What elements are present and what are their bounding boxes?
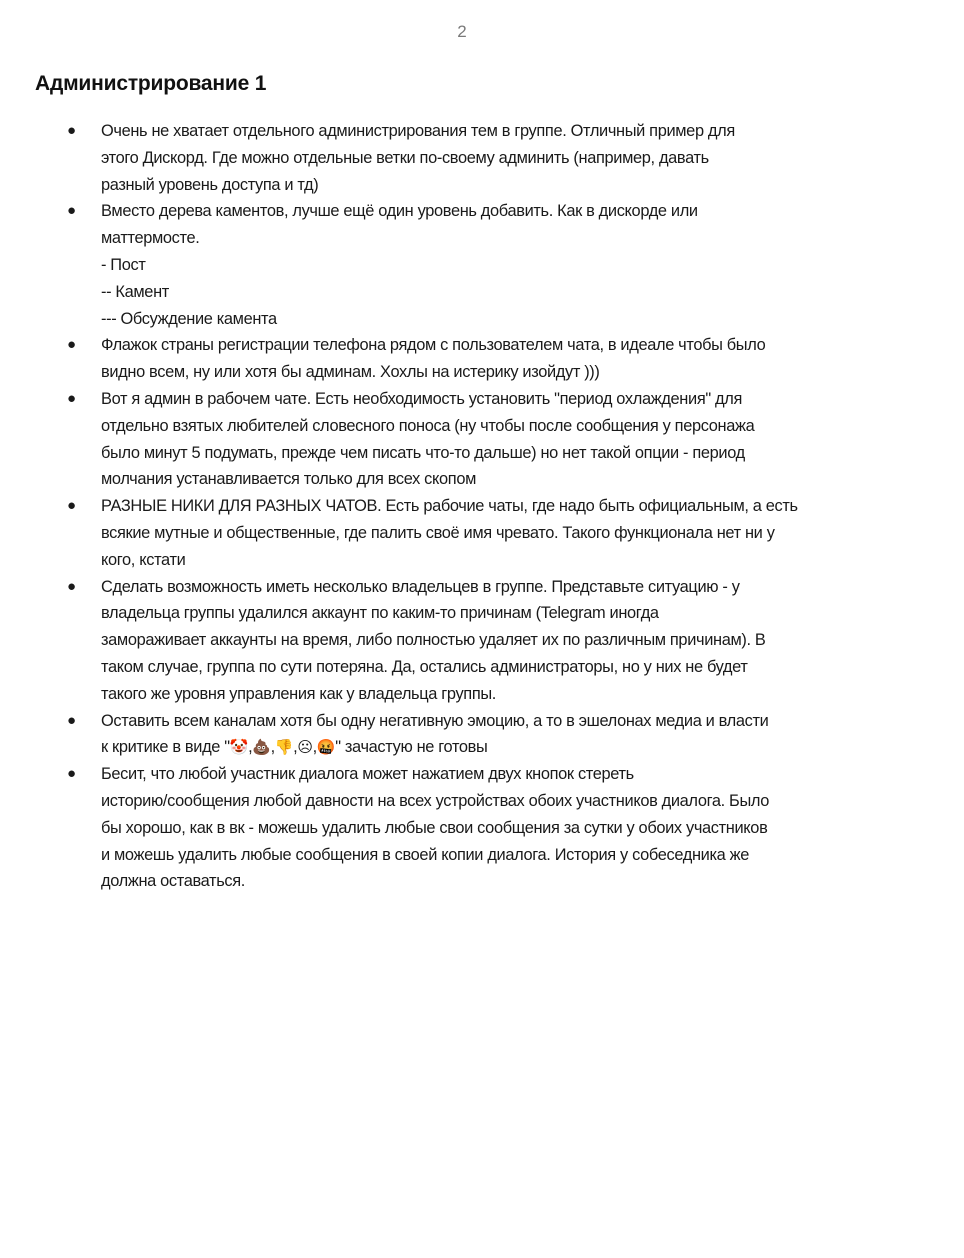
text-line: Бесит, что любой участник диалога может нажатием двух кнопок стереть [101,765,634,784]
text-line: было минут 5 подумать, прежде чем писать что-то дальше) но нет такой опции - период [101,443,745,462]
text-line: владельца группы удалился аккаунт по каким-то причинам (Telegram иногда [101,604,659,623]
bullet-icon: ● [67,577,76,595]
list-item [0,386,964,493]
list-item [0,118,964,198]
text-line: такого же уровня управления как у владельца группы. [101,684,496,703]
bullet-icon: ● [67,202,76,220]
clown-face-icon: 🤡 [229,738,249,757]
text-line: --- Обсуждение камента [101,309,277,328]
bullet-icon: ● [67,336,76,354]
bullet-icon: ● [67,389,76,407]
emoji-text-line: к критике в виде "🤡,💩,👎,☹,🤬" зачастую не готовы [101,738,488,757]
text-line: отдельно взятых любителей словесного поноса (ну чтобы после сообщения у персонажа [101,416,755,435]
text-line: молчания устанавливается только для всех скопом [101,470,477,489]
poop-icon: 💩 [252,738,271,757]
text-line: всякие мутные и общественные, где палить своё имя чревато. Такого функционала нет ни у [101,523,775,542]
list-item [0,574,964,708]
bullet-icon: ● [67,765,76,783]
section-heading: Администрирование 1 [35,72,267,95]
text-line: Сделать возможность иметь несколько владельцев в группе. Представьте ситуацию - у [101,577,740,596]
bullet-icon: ● [67,711,76,729]
text-line: таком случае, группа по сути потеряна. Да, остались администраторы, но у них не будет [101,657,748,676]
text-line: разный уровень доступа и тд) [101,175,319,194]
text-line: Очень не хватает отдельного администрирования тем в группе. Отличный пример для [101,122,735,140]
text-line: РАЗНЫЕ НИКИ ДЛЯ РАЗНЫХ ЧАТОВ. Есть рабочие чаты, где надо быть официальным, а есть [101,497,798,516]
text-line: маттермосте. [101,229,200,248]
text-line: видно всем, ну или хотя бы админам. Хохлы на истерику изойдут ))) [101,363,600,382]
text-line: и можешь удалить любые сообщения в своей копии диалога. История у собеседника же [101,845,749,864]
list-item [0,332,964,386]
text-line: Оставить всем каналам хотя бы одну негативную эмоцию, а то в эшелонах медиа и власти [101,711,769,730]
text-line: - Пост [101,255,146,274]
list-item [0,198,964,332]
text-line: историю/сообщения любой давности на всех устройствах обоих участников диалога. Было [101,791,770,810]
list-item [0,761,964,895]
bullet-icon: ● [67,497,76,515]
text-line: бы хорошо, как в вк - можешь удалить любые свои сообщения за сутки у обоих участников [101,818,768,837]
page-number: 2 [457,22,467,41]
text-line: должна оставаться. [101,872,245,891]
list-item [0,493,964,573]
text-line: Вместо дерева каментов, лучше ещё один уровень добавить. Как в дискорде или [101,202,698,221]
text-line: Вот я админ в рабочем чате. Есть необходимость установить "период охлаждения" для [101,389,742,408]
angry-face-icon: 🤬 [316,738,336,757]
frowning-face-icon: ☹ [297,738,313,757]
feature-request-list [0,118,964,895]
text-line: этого Дискорд. Где можно отдельные ветки по-своему админить (например, давать [101,148,709,167]
text-line: замораживает аккаунты на время, либо полностью удаляет их по различным причинам). В [101,631,766,650]
text-line: -- Камент [101,282,169,301]
thumbs-down-icon: 👎 [274,738,294,757]
text-line: кого, кстати [101,550,186,569]
bullet-icon: ● [67,122,76,139]
text-line: Флажок страны регистрации телефона рядом с пользователем чата, в идеале чтобы было [101,336,766,355]
list-item [0,708,964,762]
